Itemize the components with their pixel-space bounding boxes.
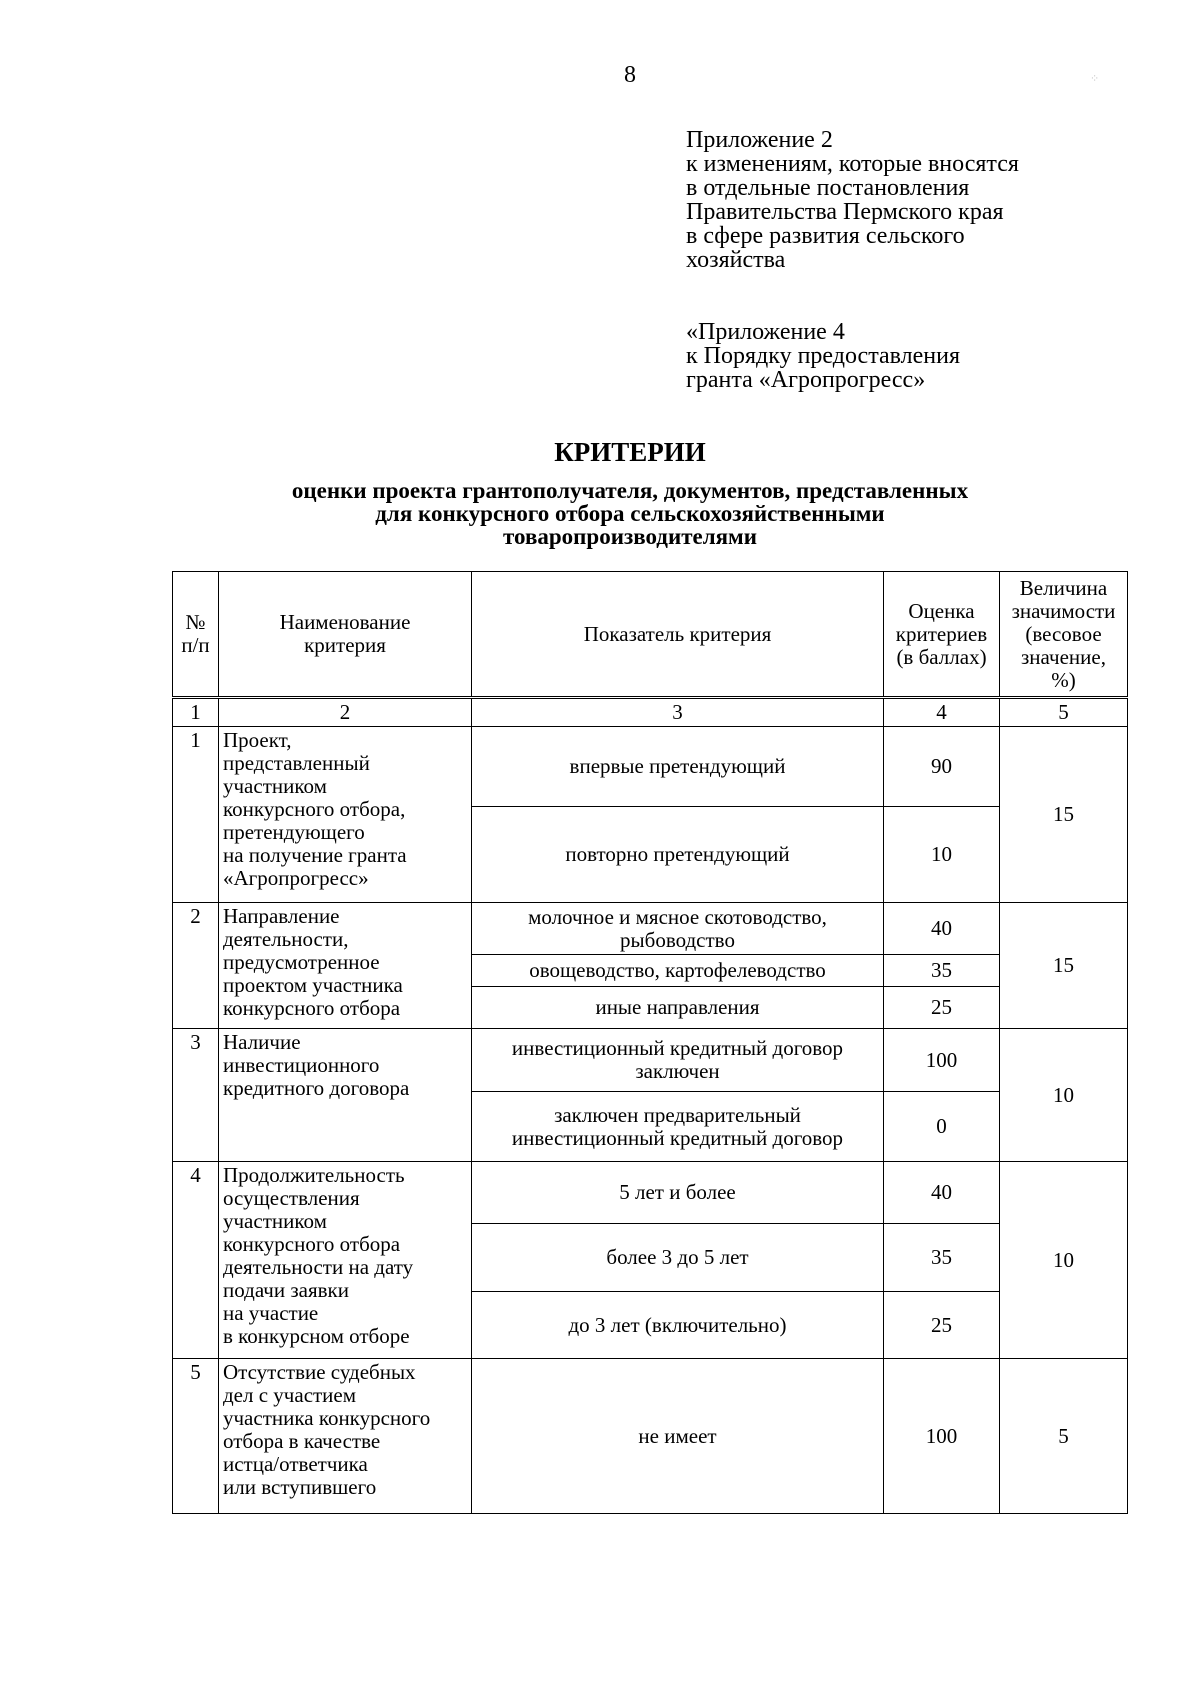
- indicator-cell: [472, 1029, 884, 1092]
- appendix-2-line: к изменениям, которые вносятся: [686, 151, 1019, 177]
- header-text: значение,: [1021, 644, 1106, 669]
- criterion-name: [219, 1029, 472, 1162]
- appendix-2-line: Приложение 2: [686, 127, 833, 153]
- indicator-line: инвестиционный кредитный договор: [511, 1036, 844, 1060]
- appendix-2-note: [686, 128, 1019, 272]
- indicator-line: повторно претендующий: [565, 842, 790, 866]
- criterion-number: 2: [173, 903, 219, 1029]
- scan-noise: ⁘: [1090, 73, 1103, 85]
- indicator-line: до 3 лет (включительно): [568, 1312, 787, 1337]
- header-text: №: [185, 610, 206, 634]
- indicator-line: инвестиционный кредитный договор: [511, 1125, 844, 1150]
- criterion-name-line: «Агропрогресс»: [223, 866, 369, 890]
- appendix-4-note: [686, 320, 960, 392]
- criterion-number: 1: [173, 727, 219, 903]
- score-cell: 25: [884, 987, 1000, 1029]
- criterion-name: [219, 1359, 472, 1514]
- subtitle-line: оценки проекта грантополучателя, документов, представленных: [291, 478, 969, 503]
- score-cell: 0: [884, 1092, 1000, 1162]
- indicator-line: овощеводство, картофелеводство: [529, 958, 826, 982]
- weight-cell: 10: [1000, 1162, 1128, 1359]
- criterion-name-line: участником: [223, 1209, 327, 1233]
- criterion-name-line: истца/ответчика: [223, 1452, 368, 1476]
- criterion-name-line: Наличие: [223, 1030, 301, 1054]
- criterion-name-line: конкурсного отбора: [223, 1232, 401, 1256]
- criterion-name-line: инвестиционного: [223, 1053, 380, 1077]
- indicator-cell: [472, 727, 884, 807]
- indicator-cell: [472, 1359, 884, 1514]
- score-cell: 100: [884, 1029, 1000, 1092]
- column-number: 3: [472, 698, 884, 727]
- indicator-cell: [472, 1292, 884, 1359]
- criterion-name-line: конкурсного отбора: [223, 996, 401, 1020]
- criterion-name: [219, 1162, 472, 1359]
- criterion-name-line: или вступившего: [223, 1475, 377, 1499]
- criterion-name-line: на получение гранта: [223, 843, 407, 867]
- indicator-cell: [472, 807, 884, 903]
- indicator-line: иные направления: [595, 995, 760, 1019]
- header-text: (весовое: [1025, 621, 1102, 646]
- subtitle-line: товаропроизводителями: [503, 524, 757, 549]
- score-cell: 40: [884, 1162, 1000, 1224]
- score-cell: 10: [884, 807, 1000, 903]
- header-name: [219, 572, 472, 698]
- column-number: 5: [1000, 698, 1128, 727]
- header-text: %): [1051, 667, 1076, 692]
- criterion-name-line: деятельности на дату: [223, 1255, 414, 1279]
- criterion-name-line: Направление: [223, 904, 340, 928]
- criterion-name-line: Проект,: [223, 728, 292, 752]
- indicator-line: впервые претендующий: [569, 754, 786, 778]
- weight-cell: 15: [1000, 727, 1128, 903]
- criterion-name-line: Продолжительность: [223, 1163, 405, 1187]
- criterion-name-line: деятельности,: [223, 927, 349, 951]
- criterion-name-line: отбора в качестве: [223, 1429, 381, 1453]
- score-cell: 35: [884, 955, 1000, 987]
- criterion-name-line: конкурсного отбора,: [223, 797, 406, 821]
- indicator-cell: [472, 1162, 884, 1224]
- header-weight: [1000, 572, 1128, 698]
- criterion-name-line: осуществления: [223, 1186, 360, 1210]
- table-row: [173, 1162, 1128, 1224]
- table-row: [173, 903, 1128, 955]
- appendix-2-line: в отдельные постановления: [686, 175, 970, 201]
- indicator-cell: [472, 903, 884, 955]
- table-row: [173, 1359, 1128, 1514]
- page-number: 8: [624, 62, 636, 88]
- header-indicator: [472, 572, 884, 698]
- criterion-number: 5: [173, 1359, 219, 1514]
- appendix-4-line: «Приложение 4: [686, 319, 845, 345]
- column-number: 1: [173, 698, 219, 727]
- criteria-table: [172, 571, 1128, 1514]
- appendix-4-line: к Порядку предоставления: [686, 343, 961, 369]
- indicator-cell: [472, 1224, 884, 1292]
- criterion-number: 3: [173, 1029, 219, 1162]
- column-number: 2: [219, 698, 472, 727]
- indicator-line: заключен предварительный: [554, 1102, 801, 1127]
- criterion-name-line: предусмотренное: [223, 950, 380, 974]
- indicator-line: молочное и мясное скотоводство,: [528, 904, 827, 929]
- criterion-name-line: участником: [223, 774, 327, 798]
- weight-cell: 5: [1000, 1359, 1128, 1514]
- criterion-name-line: участника конкурсного: [223, 1406, 431, 1430]
- indicator-cell: [472, 1092, 884, 1162]
- criterion-name-line: Отсутствие судебных: [223, 1360, 416, 1384]
- header-text: Наименование: [279, 610, 411, 634]
- appendix-2-line: Правительства Пермского края: [686, 199, 1004, 225]
- header-num: [173, 572, 219, 698]
- header-text: Величина: [1019, 575, 1108, 600]
- appendix-2-line: в сфере развития сельского: [686, 223, 965, 249]
- indicator-line: 5 лет и более: [619, 1180, 736, 1204]
- weight-cell: 10: [1000, 1029, 1128, 1162]
- indicator-line: не имеет: [638, 1423, 717, 1448]
- appendix-2-line: хозяйства: [686, 247, 786, 273]
- score-cell: 35: [884, 1224, 1000, 1292]
- subtitle-line: для конкурсного отбора сельскохозяйственными: [375, 501, 885, 526]
- indicator-line: заключен: [635, 1059, 720, 1083]
- appendix-4-line: гранта «Агропрогресс»: [686, 367, 926, 393]
- indicator-cell: [472, 987, 884, 1029]
- column-number-row: [173, 698, 1128, 727]
- criterion-name-line: в конкурсном отборе: [223, 1324, 410, 1348]
- indicator-line: рыбоводство: [620, 927, 735, 952]
- header-score: [884, 572, 1000, 698]
- header-row: [173, 572, 1128, 698]
- criterion-name: [219, 903, 472, 1029]
- criterion-name-line: на участие: [223, 1301, 319, 1325]
- criterion-number: 4: [173, 1162, 219, 1359]
- header-text: Показатель критерия: [583, 621, 772, 646]
- criterion-name-line: дел с участием: [223, 1383, 357, 1407]
- criterion-name: [219, 727, 472, 903]
- header-text: значимости: [1011, 598, 1116, 623]
- table-row: [173, 1029, 1128, 1092]
- header-text: критериев: [895, 621, 988, 646]
- header-text: Оценка: [908, 598, 975, 623]
- criterion-name-line: кредитного договора: [223, 1076, 410, 1100]
- document-subtitle: [200, 479, 1060, 548]
- criterion-name-line: проектом участника: [223, 973, 403, 997]
- criterion-name-line: претендующего: [223, 820, 365, 844]
- header-text: п/п: [181, 633, 210, 657]
- header-text: (в баллах): [896, 644, 987, 669]
- score-cell: 100: [884, 1359, 1000, 1514]
- weight-cell: 15: [1000, 903, 1128, 1029]
- score-cell: 25: [884, 1292, 1000, 1359]
- document-title: КРИТЕРИИ: [554, 437, 706, 467]
- indicator-line: более 3 до 5 лет: [606, 1245, 749, 1269]
- indicator-cell: [472, 955, 884, 987]
- criterion-name-line: представленный: [223, 751, 370, 775]
- score-cell: 40: [884, 903, 1000, 955]
- header-text: критерия: [304, 633, 386, 657]
- table-row: [173, 727, 1128, 807]
- criterion-name-line: подачи заявки: [223, 1278, 349, 1302]
- score-cell: 90: [884, 727, 1000, 807]
- column-number: 4: [884, 698, 1000, 727]
